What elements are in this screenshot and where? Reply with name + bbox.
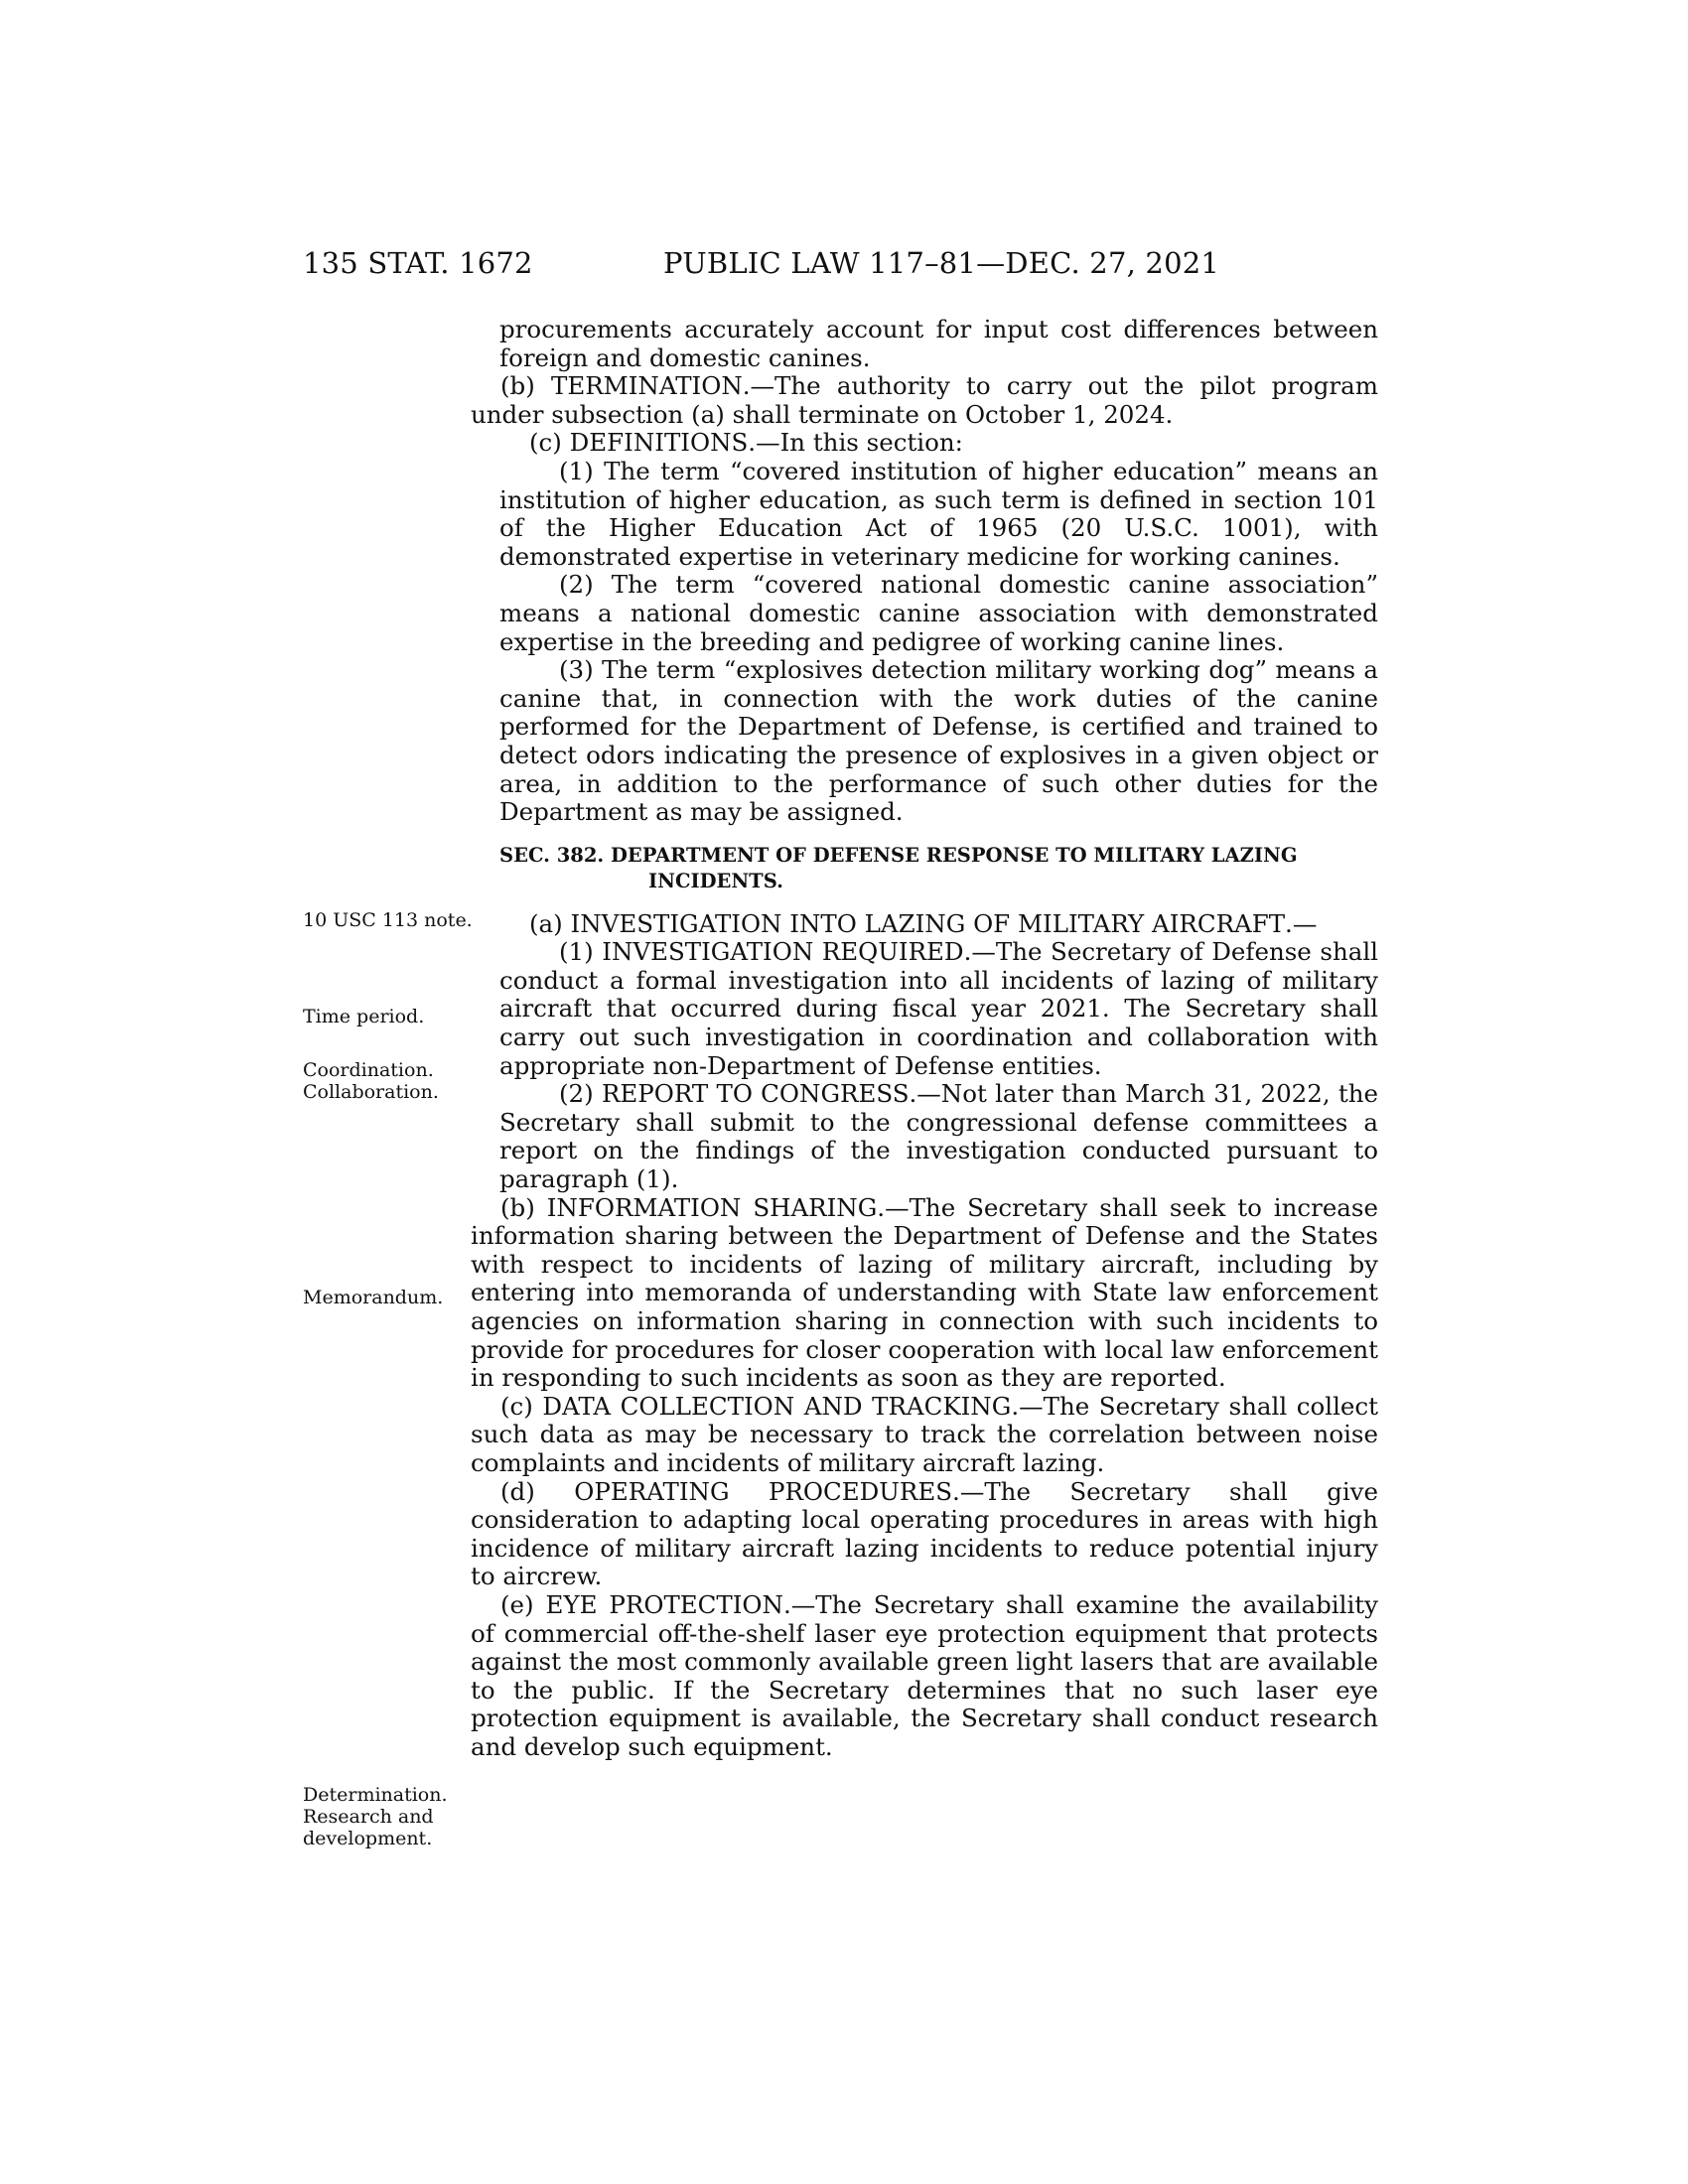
margin-note-usc: 10 USC 113 note. (303, 909, 473, 931)
margin-note-memorandum: Memorandum. (303, 1287, 444, 1308)
section-heading: SEC. 382. DEPARTMENT OF DEFENSE RESPONSE TO MILITARY LAZING INCIDENTS. (499, 843, 1298, 892)
subsection-e-eye-protection: (e) EYE PROTECTION.—The Secretary shall examine the availability of commercial off-the-shelf laser eye protection equipment that protects against the most commonly available green light lasers that are available to the public. If the Secretary determines that no such laser eye protection equipment is available, the Secretary shall conduct research and develop such equipment. (471, 1589, 1378, 1761)
page-header (303, 246, 1375, 286)
margin-note-coordination-line: Coordination. (303, 1059, 434, 1081)
paragraph-a2-report-to-congress: (2) REPORT TO CONGRESS.—Not later than March 31, 2022, the Secretary shall submit to the congressional defense committees a report on the findings of the investigation conducted pursuant to paragraph (1). (499, 1079, 1379, 1194)
paragraph-a1-investigation-required: (1) INVESTIGATION REQUIRED.—The Secretary of Defense shall conduct a formal investigation into all incidents of lazing of military aircraft that occurred during fiscal year 2021. The Secretary shall carry out such investigation in coordination and collaboration with appropriate non-Department of Defense entities. (499, 937, 1379, 1080)
subsection-d-operating-procedures: (d) OPERATING PROCEDURES.—The Secretary shall give consideration to adapting local operating procedures in areas with high incidence of military aircraft lazing incidents to reduce potential injury to aircrew. (471, 1476, 1378, 1591)
margin-note-research-line-1: Research and (303, 1806, 434, 1828)
margin-note-collaboration-line: Collaboration. (303, 1081, 439, 1103)
subsection-c-definitions: (c) DEFINITIONS.—In this section: (529, 428, 963, 458)
subsection-a-investigation-heading: (a) INVESTIGATION INTO LAZING OF MILITARY AIRCRAFT.— (529, 908, 1318, 938)
running-head: PUBLIC LAW 117–81—DEC. 27, 2021 (663, 246, 1220, 280)
definition-2: (2) The term “covered national domestic canine association” means a national domestic canine association with demonstrated expertise in the breeding and pedigree of working canine lines. (499, 570, 1378, 656)
margin-note-determination-line: Determination. (303, 1784, 448, 1806)
definition-3: (3) The term “explosives detection military working dog” means a canine that, in connection with the work duties of the canine performed for the Department of Defense, is certified and trained to detect odors indicating the presence of explosives in a given object or area, in addition to the performance of such other duties for the Department as may be assigned. (499, 655, 1378, 827)
statute-body (471, 315, 1379, 1762)
margin-note-determination (303, 1784, 482, 1849)
paragraph-continuation: procurements accurately account for input cost differences between foreign and domestic canines. (499, 315, 1378, 372)
margin-note-time-period: Time period. (303, 1006, 425, 1027)
margin-note-research-line-2: development. (303, 1828, 433, 1849)
subsection-b-termination: (b) TERMINATION.—The authority to carry out the pilot program under subsection (a) shall terminate on October 1, 2024. (471, 371, 1378, 429)
subsection-b-information-sharing: (b) INFORMATION SHARING.—The Secretary shall seek to increase information sharing between the Department of Defense and the States with respect to incidents of lazing of military aircraft, including by entering into memoranda of understanding with State law enforcement agencies on information sharing in connection with such incidents to provide for procedures for closer cooperation with local law enforcement in responding to such incidents as soon as they are reported. (471, 1192, 1378, 1393)
margin-note-coordination (303, 1059, 482, 1103)
stat-page-number: 135 STAT. 1672 (303, 246, 533, 280)
definition-1: (1) The term “covered institution of higher education” means an institution of higher education, as such term is defined in section 101 of the Higher Education Act of 1965 (20 U.S.C. 1001), with demonstrated expertise in veterinary medicine for working canines. (499, 456, 1378, 571)
subsection-c-data-collection: (c) DATA COLLECTION AND TRACKING.—The Secretary shall collect such data as may be necessary to track the correlation between noise complaints and incidents of military aircraft lazing. (471, 1391, 1378, 1477)
